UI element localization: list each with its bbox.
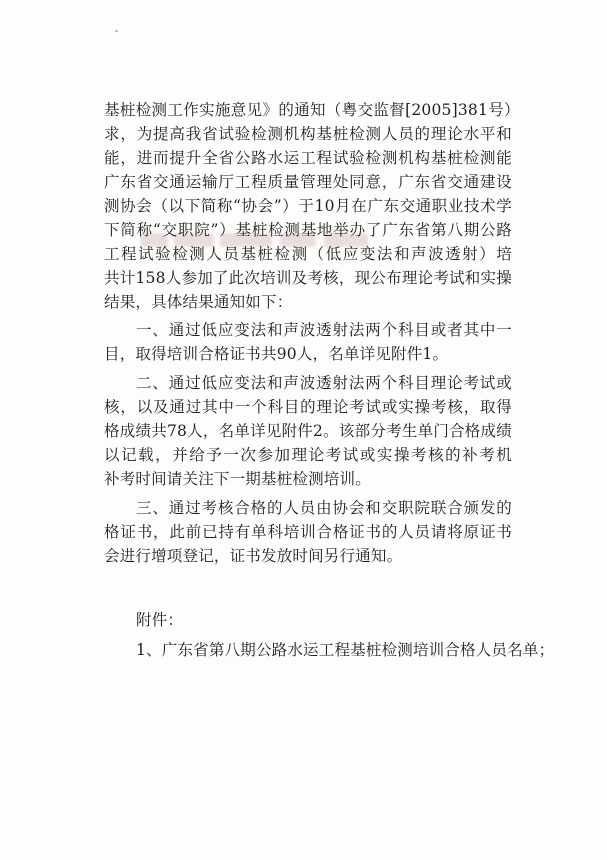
intro-line-6: 下简称“交职院”）基桩检测基地举办了广东省第八期公路 <box>104 221 512 239</box>
intro-line-5: 测协会（以下简称“协会”）于10月在广东交通职业技术学 <box>104 197 512 215</box>
intro-line-1: 基桩检测工作实施意见》的通知（粤交监督[2005]381号） <box>104 101 512 119</box>
intro-line-3: 能，进而提升全省公路水运工程试验检测机构基桩检测能 <box>104 149 512 167</box>
item-2-line-1: 二、通过低应变法和声波透射法两个科目理论考试或 <box>136 374 512 392</box>
item-2-line-4: 以记载，并给予一次参加理论考试或实操考核的补考机 <box>104 446 512 464</box>
intro-line-7: 工程试验检测人员基桩检测（低应变法和声波透射）培 <box>104 245 512 263</box>
item-1-line-1: 一、通过低应变法和声波透射法两个科目或者其中一 <box>136 321 512 339</box>
item-2-line-2: 核，以及通过其中一个科目的理论考试或实操考核，取得 <box>104 398 512 416</box>
intro-line-8: 共计158人参加了此次培训及考核，现公布理论考试和实操 <box>104 269 512 287</box>
attachment-item-1: 1、广东省第八期公路水运工程基桩检测培训合格人员名单； <box>136 641 555 659</box>
item-1-line-2: 目，取得培训合格证书共90人，名单详见附件1。 <box>104 345 449 363</box>
intro-line-2: 求，为提高我省试验检测机构基桩检测人员的理论水平和 <box>104 125 512 143</box>
item-3-line-1: 三、通过考核合格的人员由协会和交职院联合颁发的 <box>136 499 512 517</box>
item-2-line-3: 格成绩共78人，名单详见附件2。该部分考生单门合格成绩 <box>104 422 512 440</box>
intro-line-9: 结果，具体结果通知如下： <box>104 293 293 311</box>
intro-line-4: 广东省交通运输厅工程质量管理处同意，广东省交通建设 <box>104 173 512 191</box>
scan-speck <box>115 30 118 32</box>
item-2-line-5: 补考时间请关注下一期基桩检测培训。 <box>104 470 371 488</box>
item-3-line-3: 会进行增项登记，证书发放时间另行通知。 <box>104 547 403 565</box>
item-3-line-2: 格证书，此前已持有单科培训合格证书的人员请将原证书 <box>104 523 512 541</box>
attachments-heading: 附件： <box>136 611 184 629</box>
